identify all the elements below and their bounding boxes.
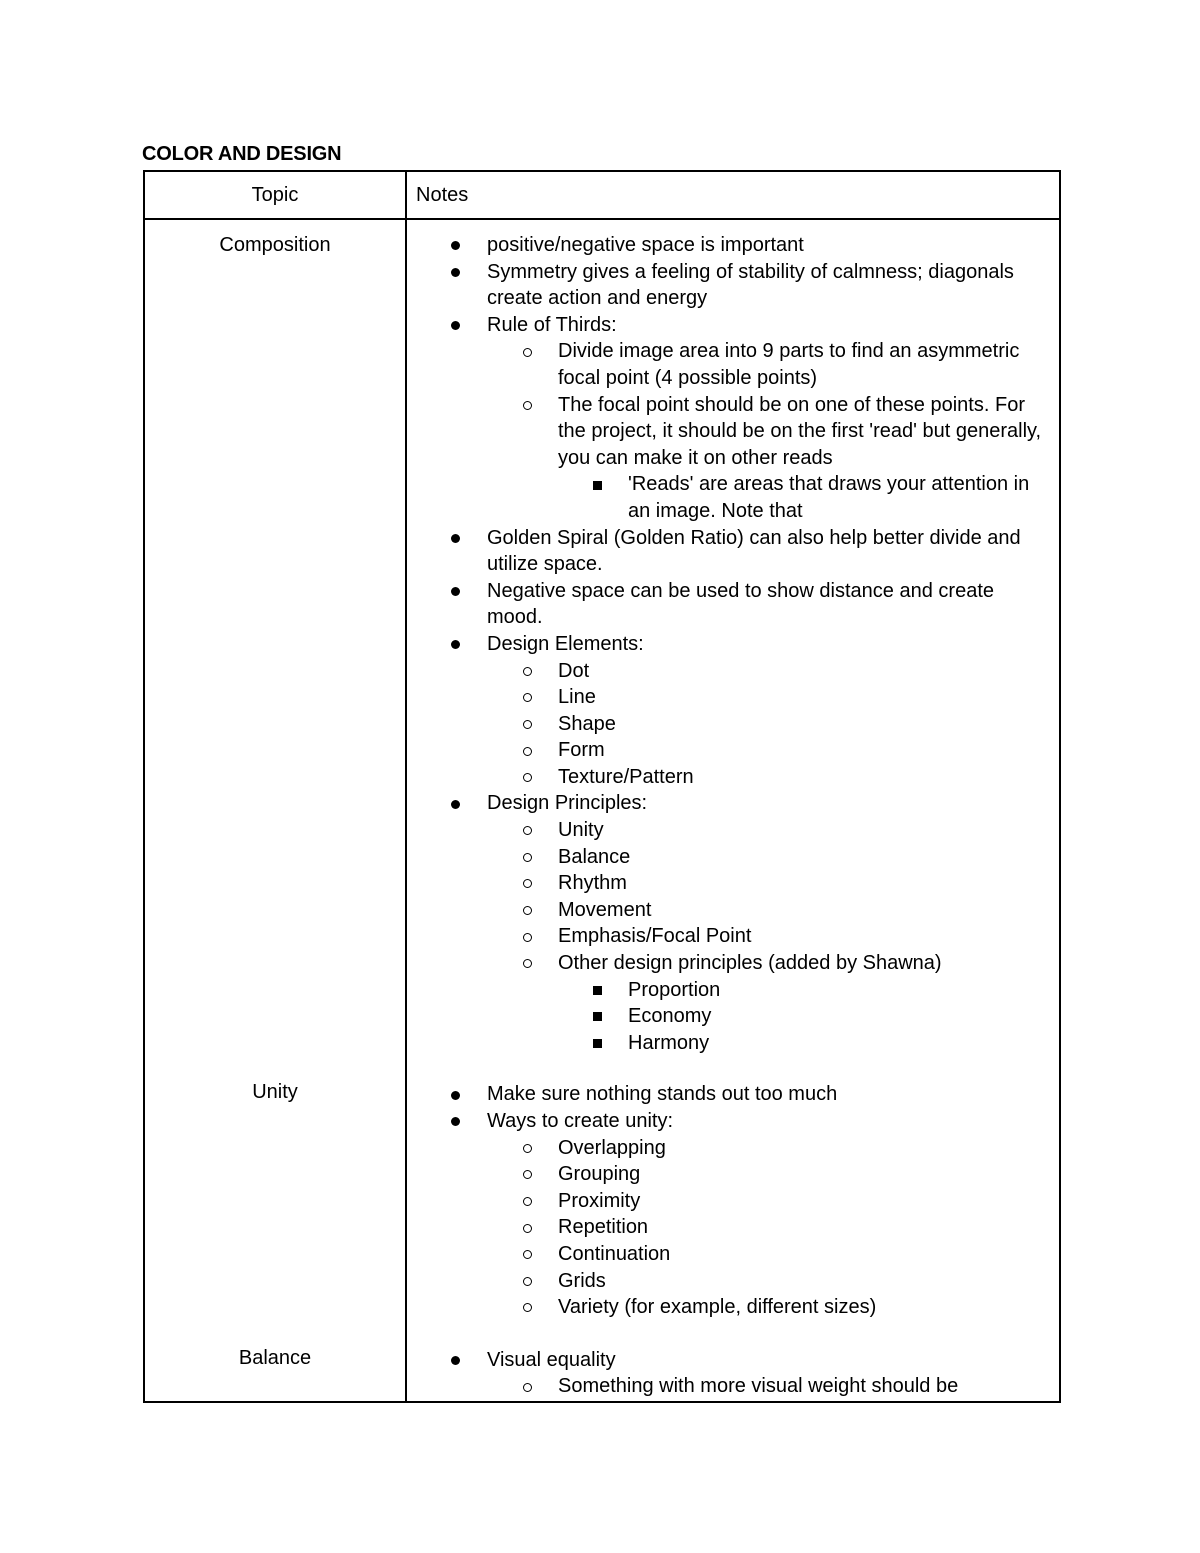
bullet-icon [451, 1347, 460, 1374]
list-item: Movement [407, 897, 1043, 924]
circle-bullet-icon [523, 1373, 532, 1400]
circle-bullet-icon [523, 764, 532, 791]
bullet-icon [451, 578, 460, 605]
bullet-icon [451, 1108, 460, 1135]
circle-bullet-icon [523, 392, 532, 419]
list-item: Variety (for example, different sizes) [407, 1294, 1043, 1321]
list-item: Dot [407, 658, 1043, 685]
list-item: Texture/Pattern [407, 764, 1043, 791]
bullet-icon [451, 790, 460, 817]
circle-bullet-icon [523, 950, 532, 977]
circle-bullet-icon [523, 711, 532, 738]
list-item: positive/negative space is important [407, 232, 1043, 259]
balance-notes [407, 1347, 1043, 1400]
composition-notes [407, 232, 1043, 1056]
list-item: Symmetry gives a feeling of stability of calmness; diagonals create action and energy [407, 259, 1043, 312]
circle-bullet-icon [523, 897, 532, 924]
bullet-icon [451, 525, 460, 552]
list-item: The focal point should be on one of these points. For the project, it should be on the first 'read' but generally, you can make it on other reads [407, 392, 1043, 472]
circle-bullet-icon [523, 1241, 532, 1268]
list-item: Shape [407, 711, 1043, 738]
notes-table [143, 170, 1061, 1403]
list-item: Balance [407, 844, 1043, 871]
topic-composition: Composition [219, 234, 331, 256]
list-item: Rhythm [407, 870, 1043, 897]
list-item: Continuation [407, 1241, 1043, 1268]
topic-balance: Balance [238, 1347, 312, 1369]
circle-bullet-icon [523, 1214, 532, 1241]
list-item: Grids [407, 1268, 1043, 1295]
list-item: Divide image area into 9 parts to find an asymmetric focal point (4 possible points) [407, 338, 1043, 391]
header-notes: Notes [406, 171, 1060, 219]
unity-notes [407, 1081, 1043, 1320]
table-header-row [144, 171, 1060, 219]
list-item: Other design principles (added by Shawna) [407, 950, 1043, 977]
list-item: Emphasis/Focal Point [407, 923, 1043, 950]
list-item: Unity [407, 817, 1043, 844]
bullet-icon [451, 259, 460, 286]
list-item: Grouping [407, 1161, 1043, 1188]
list-item: Make sure nothing stands out too much [407, 1081, 1043, 1108]
list-item: Line [407, 684, 1043, 711]
list-item: Rule of Thirds: [407, 312, 1043, 339]
bullet-icon [451, 1081, 460, 1108]
list-item: Something with more visual weight should be [407, 1373, 1043, 1400]
circle-bullet-icon [523, 658, 532, 685]
circle-bullet-icon [523, 923, 532, 950]
circle-bullet-icon [523, 1135, 532, 1162]
list-item: 'Reads' are areas that draws your attention in an image. Note that [407, 471, 1043, 524]
circle-bullet-icon [523, 1268, 532, 1295]
circle-bullet-icon [523, 1161, 532, 1188]
topic-unity: Unity [252, 1081, 298, 1103]
list-item: Economy [407, 1003, 1043, 1030]
list-item: Design Principles: [407, 790, 1043, 817]
notes-column [406, 219, 1060, 1402]
document-title: COLOR AND DESIGN [142, 143, 342, 165]
circle-bullet-icon [523, 870, 532, 897]
list-item: Design Elements: [407, 631, 1043, 658]
header-topic: Topic [144, 171, 406, 219]
list-item: Proximity [407, 1188, 1043, 1215]
square-bullet-icon [593, 1030, 602, 1057]
table-body-row [144, 219, 1060, 1402]
list-item: Golden Spiral (Golden Ratio) can also help better divide and utilize space. [407, 525, 1043, 578]
circle-bullet-icon [523, 817, 532, 844]
bullet-icon [451, 312, 460, 339]
bullet-icon [451, 232, 460, 259]
square-bullet-icon [593, 471, 602, 498]
circle-bullet-icon [523, 1294, 532, 1321]
circle-bullet-icon [523, 737, 532, 764]
list-item: Form [407, 737, 1043, 764]
circle-bullet-icon [523, 338, 532, 365]
list-item: Visual equality [407, 1347, 1043, 1374]
list-item: Repetition [407, 1214, 1043, 1241]
circle-bullet-icon [523, 684, 532, 711]
square-bullet-icon [593, 1003, 602, 1030]
list-item: Harmony [407, 1030, 1043, 1057]
bullet-icon [451, 631, 460, 658]
list-item: Overlapping [407, 1135, 1043, 1162]
topic-column [144, 219, 406, 1402]
square-bullet-icon [593, 977, 602, 1004]
circle-bullet-icon [523, 844, 532, 871]
circle-bullet-icon [523, 1188, 532, 1215]
list-item: Proportion [407, 977, 1043, 1004]
list-item: Ways to create unity: [407, 1108, 1043, 1135]
list-item: Negative space can be used to show distance and create mood. [407, 578, 1043, 631]
